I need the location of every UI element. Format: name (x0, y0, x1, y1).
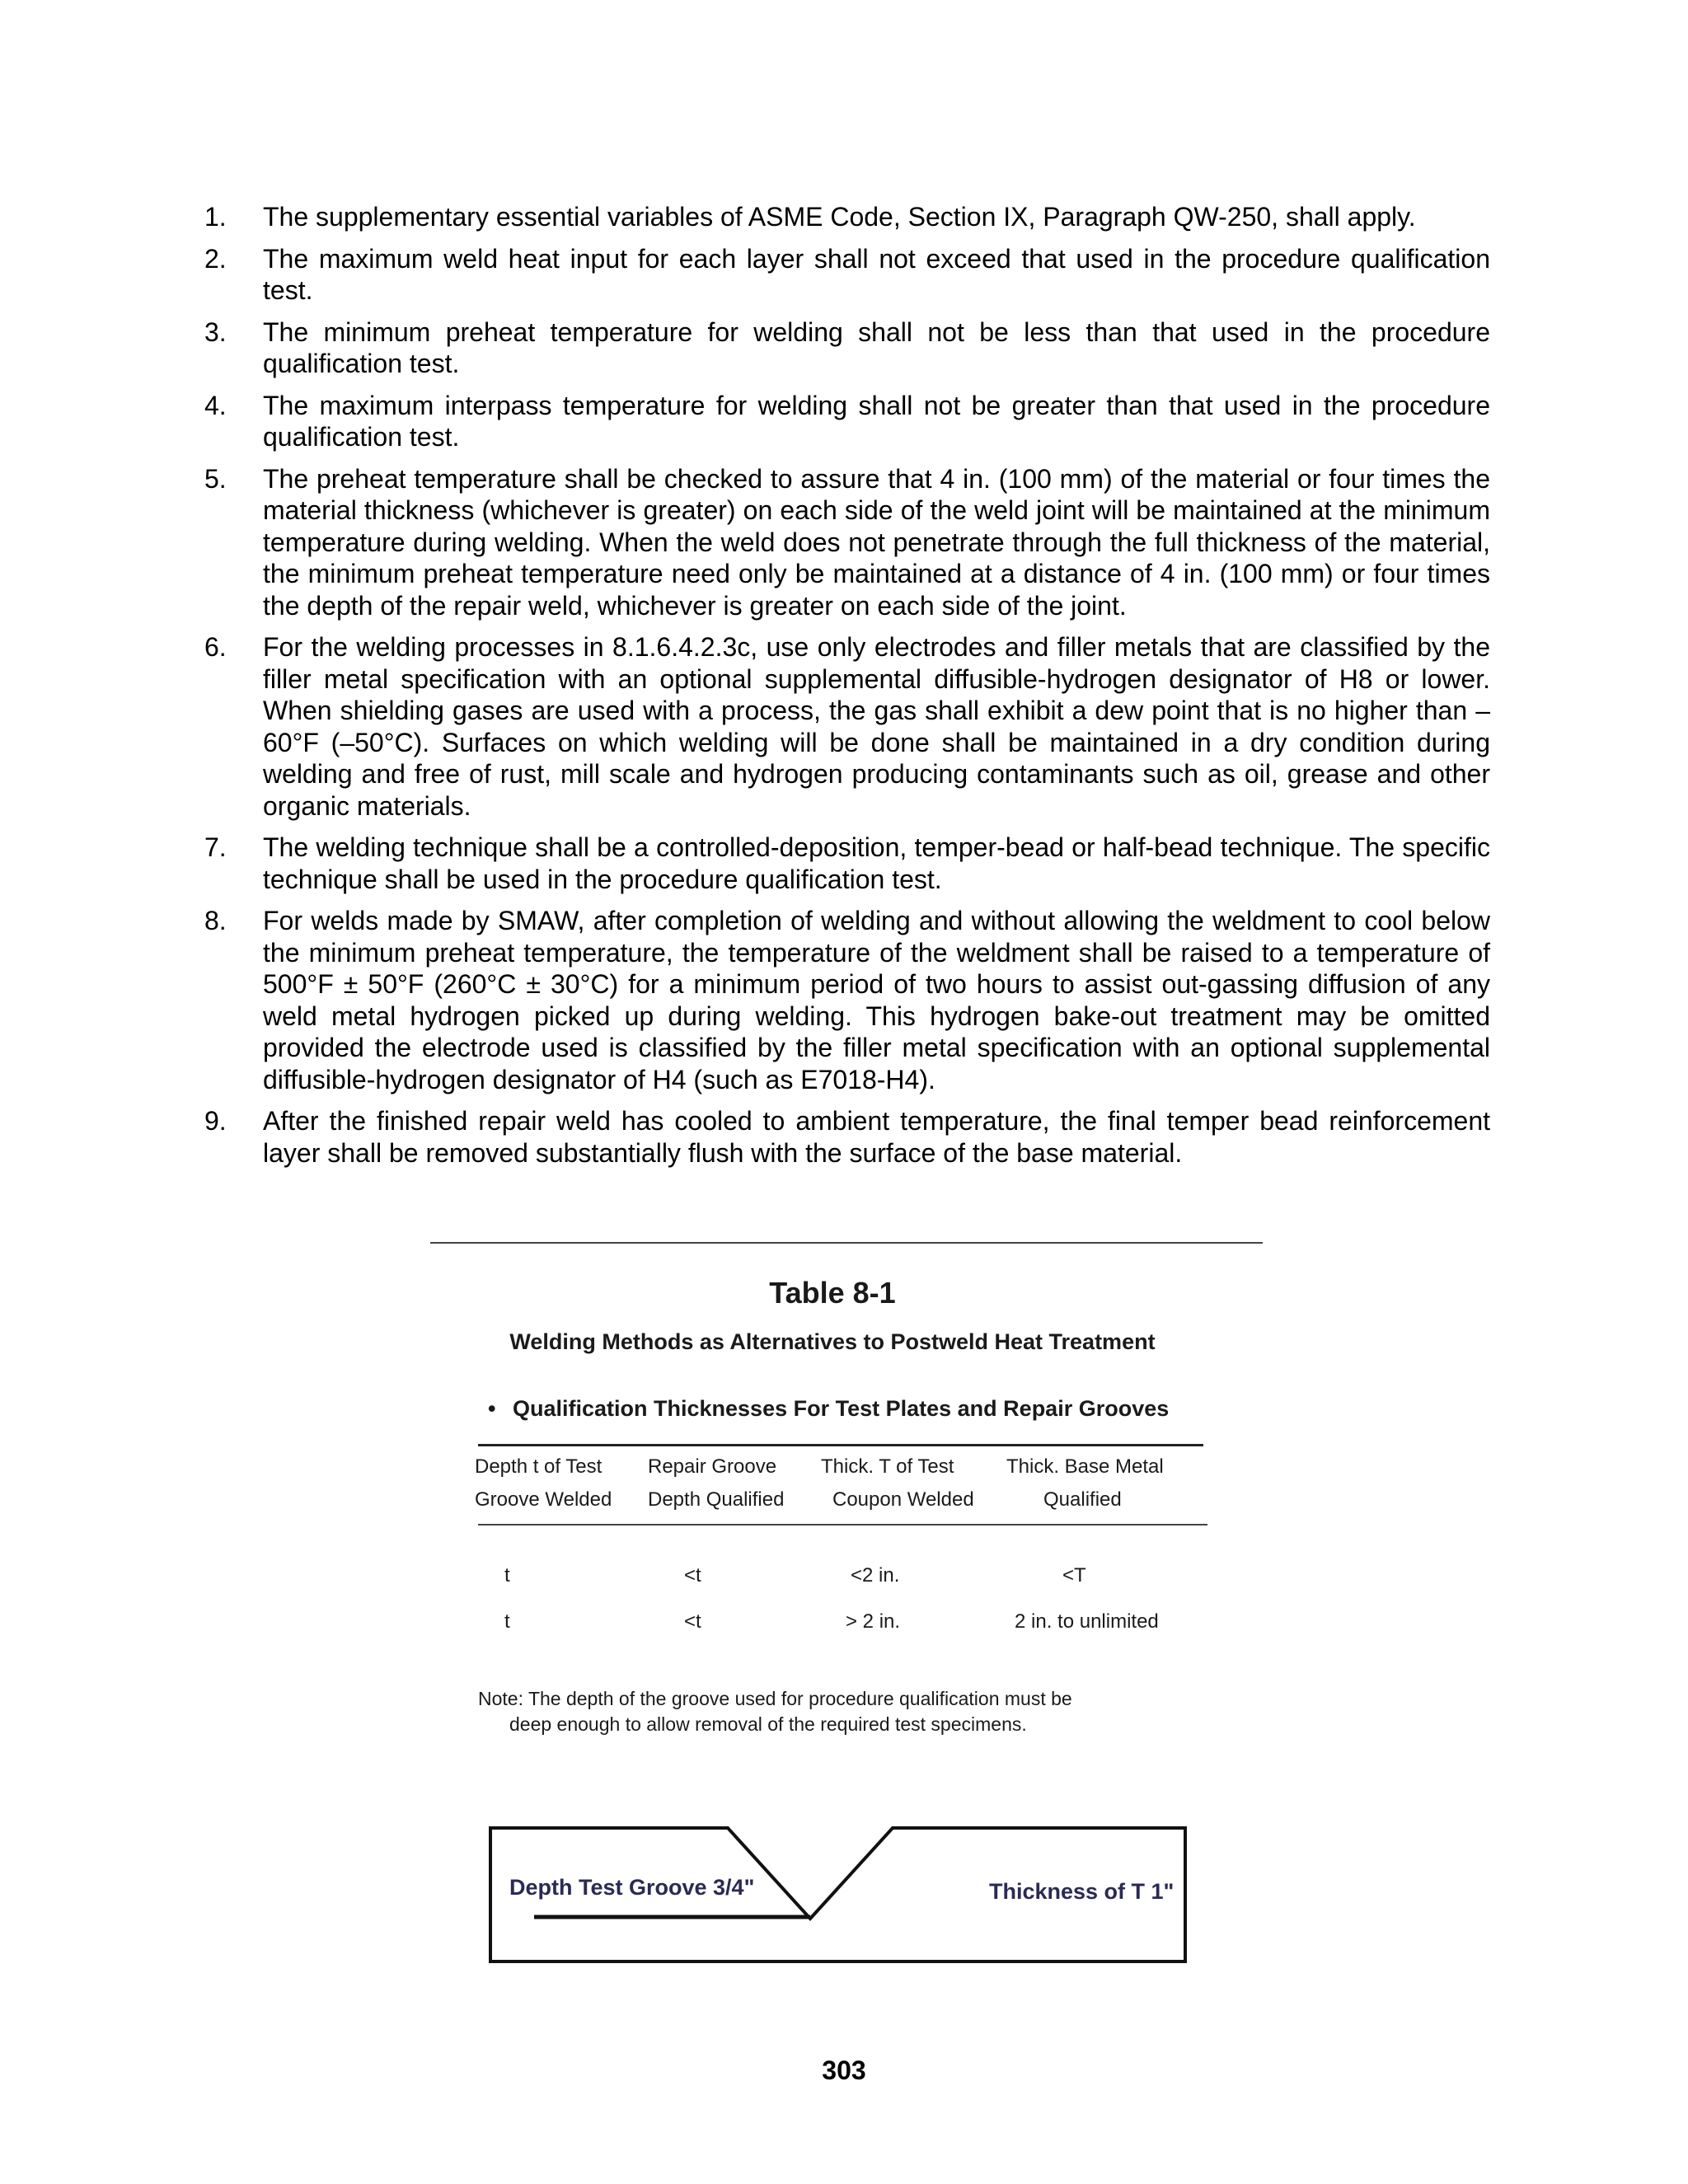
page-number: 303 (822, 2055, 866, 2085)
table-note-line2: deep enough to allow removal of the required test specimens. (509, 1713, 1027, 1735)
table-note-line1: Note: The depth of the groove used for procedure qualification must be (478, 1688, 1072, 1709)
table-cell: <2 in. (851, 1564, 900, 1586)
table-cell: t (504, 1564, 510, 1586)
table-header-row (475, 1451, 1204, 1483)
table-subtitle: Welding Methods as Alternatives to Postweld Heat Treatment (509, 1329, 1156, 1354)
table-top-rule (478, 1444, 1203, 1446)
list-item (204, 243, 1490, 307)
table-cell: 2 in. to unlimited (1015, 1610, 1159, 1633)
list-item-text: The supplementary essential variables of ASME Code, Section IX, Paragraph QW-250, shall apply. (263, 202, 1416, 232)
table-row (475, 1599, 1204, 1645)
list-item (204, 905, 1490, 1095)
thickness-label: Thickness of T 1" (989, 1879, 1175, 1904)
list-item-number: 3. (204, 316, 227, 347)
table-cell: <t (684, 1564, 701, 1586)
list-item-text: For the welding processes in 8.1.6.4.2.3c, use only electrodes and filler metals that are classified by the filler metal specification with an optional supplemental diffusible-hydrogen designator of H8 or lower. When shielding gases are used with a process, the gas shall exhibit a dew point that is no higher than –60°F (–50°C). Surfaces on which welding will be done shall be maintained in a dry condition during welding and free of rust, mill scale and hydrogen producing contaminants such as oil, grease and other organic materials. (263, 632, 1490, 821)
list-item (204, 316, 1490, 380)
list-item-number: 6. (204, 632, 227, 662)
list-item-number: 8. (204, 906, 227, 935)
col-header-repair-groove-line2: Depth Qualified (648, 1488, 785, 1511)
col-header-thick-base-line2: Qualified (1043, 1488, 1122, 1511)
list-item (204, 201, 1490, 233)
col-header-depth-line2: Groove Welded (475, 1488, 612, 1511)
list-item-number: 4. (204, 390, 227, 420)
table-bullet (488, 1396, 1169, 1422)
col-header-thick-base: Thick. Base Metal (1006, 1455, 1164, 1478)
table-cell: <T (1062, 1564, 1086, 1586)
list-item (204, 832, 1490, 895)
list-item-text: After the finished repair weld has cooled to ambient temperature, the final temper bead reinforcement layer shall be removed substantially flush with the surface of the base material. (263, 1106, 1490, 1168)
table-cell: <t (684, 1610, 701, 1633)
list-item-text: The welding technique shall be a controlled-deposition, temper-bead or half-bead technique. The specific technique shall be used in the procedure qualification test. (263, 832, 1490, 894)
list-item-text: For welds made by SMAW, after completion of welding and without allowing the weldment to cool below the minimum preheat temperature, the temperature of the weldment shall be raised to a temperature of 500°F ± 50°F (260°C ± 30°C) for a minimum period of two hours to assist out-gassing diffusion of any weld metal hydrogen picked up during welding. This hydrogen bake-out treatment may be omitted provided the electrode used is classified by the filler metal specification with an optional supplemental diffusible-hydrogen designator of H4 (such as E7018-H4). (263, 906, 1490, 1094)
list-item-text: The minimum preheat temperature for welding shall not be less than that used in the procedure qualification test. (263, 316, 1490, 378)
col-header-thick-test: Thick. T of Test (821, 1455, 954, 1478)
list-item-text: The maximum interpass temperature for welding shall not be greater than that used in the procedure qualification test. (263, 390, 1490, 452)
bullet-icon: • (488, 1396, 496, 1421)
col-header-repair-groove: Repair Groove (648, 1455, 777, 1478)
list-item (204, 1105, 1490, 1169)
table-bullet-text: Qualification Thicknesses For Test Plates and Repair Grooves (513, 1396, 1170, 1421)
requirements-list (204, 201, 1490, 1179)
list-item (204, 631, 1490, 822)
table-note (478, 1686, 1072, 1737)
list-item-number: 7. (204, 832, 227, 862)
list-item (204, 463, 1490, 622)
col-header-depth: Depth t of Test (475, 1455, 603, 1478)
list-item-number: 9. (204, 1106, 227, 1136)
list-item-number: 1. (204, 202, 227, 232)
list-item-text: The preheat temperature shall be checked to assure that 4 in. (100 mm) of the material or four times the material thickness (whichever is greater) on each side of the weld joint will be maintained at the minimum temperature during welding. When the weld does not penetrate through the full thickness of the material, the minimum preheat temperature need only be maintained at a distance of 4 in. (100 mm) or four times the depth of the repair weld, whichever is greater on each side of the joint. (263, 463, 1490, 621)
section-divider (430, 1242, 1263, 1244)
table-row (475, 1553, 1204, 1599)
list-item-number: 5. (204, 463, 227, 494)
qualification-table (475, 1451, 1204, 1645)
table-cell: t (504, 1610, 510, 1633)
table-header-row (475, 1483, 1204, 1516)
table-cell: > 2 in. (846, 1610, 901, 1633)
col-header-thick-test-line2: Coupon Welded (832, 1488, 974, 1511)
table-title: Table 8-1 (769, 1276, 896, 1310)
depth-label: Depth Test Groove 3/4" (509, 1875, 755, 1900)
list-item-text: The maximum weld heat input for each layer shall not exceed that used in the procedure qualification test. (263, 243, 1490, 305)
list-item (204, 390, 1490, 453)
list-item-number: 2. (204, 243, 227, 274)
